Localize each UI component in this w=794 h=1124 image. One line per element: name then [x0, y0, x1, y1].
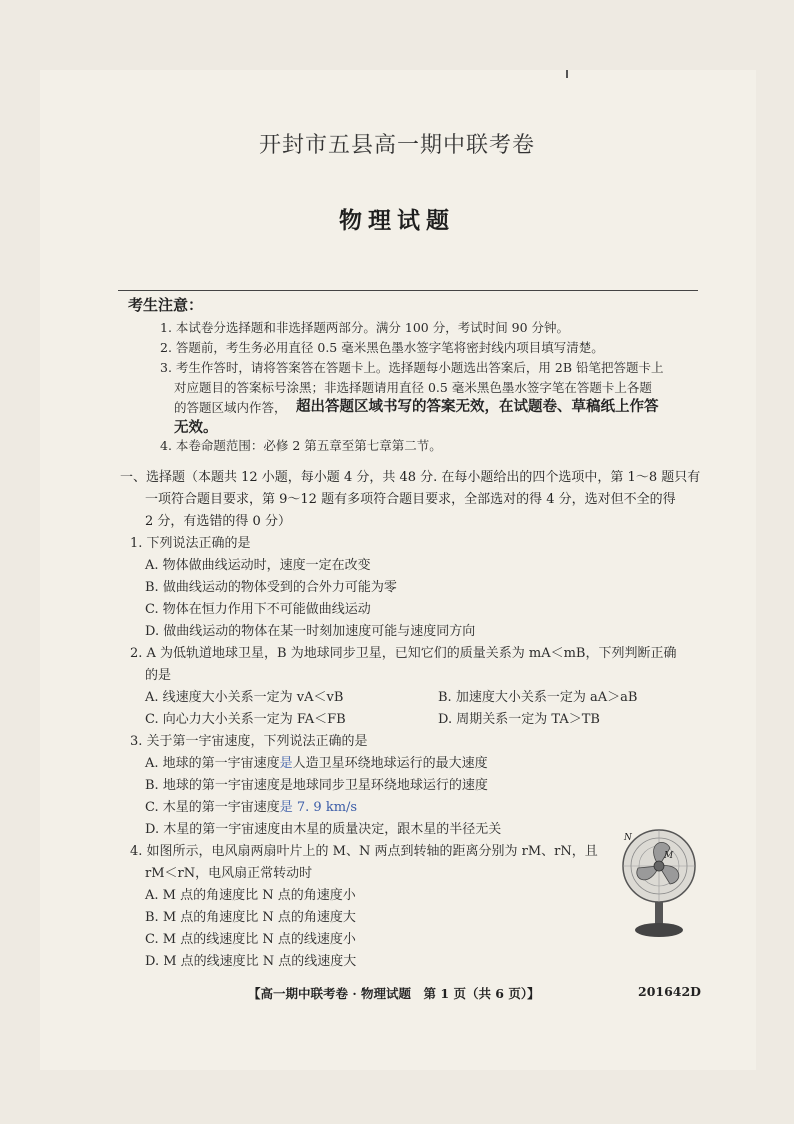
q3-option-d: D. 木星的第一宇宙速度由木星的质量决定，跟木星的半径无关	[145, 822, 502, 837]
q2-option-b: B. 加速度大小关系一定为 aA＞aB	[438, 690, 638, 705]
notice-heading: 考生注意：	[128, 296, 204, 314]
q3-a-post: 人造卫星环绕地球运行的最大速度	[292, 756, 488, 771]
notice-item-1: 1. 本试卷分选择题和非选择题两部分。满分 100 分，考试时间 90 分钟。	[160, 320, 570, 335]
q1-stem: 1. 下列说法正确的是	[130, 536, 251, 551]
notice-item-3-cont: 对应题目的答案标号涂黑；非选择题请用直径 0.5 毫米黑色墨水签字笔在答题卡上各题	[174, 380, 652, 395]
subject-title: 物理试题	[339, 207, 455, 234]
fan-hub	[654, 861, 664, 871]
q4-stem: 4. 如图所示，电风扇两扇叶片上的 M、N 两点到转轴的距离分别为 rM、rN，且	[130, 844, 598, 859]
q3-a-pre: A. 地球的第一宇宙速度	[145, 756, 280, 771]
q3-option-a	[145, 752, 488, 771]
header-rule	[118, 290, 698, 291]
q1-option-a: A. 物体做曲线运动时，速度一定在改变	[145, 558, 371, 573]
q3-option-c	[145, 796, 357, 815]
q3-c-mid: 是 7. 9 km/s	[279, 800, 358, 815]
q1-option-d: D. 做曲线运动的物体在某一时刻加速度可能与速度同方向	[145, 624, 476, 639]
notice-item-3-cont2: 的答题区域内作答，	[174, 400, 287, 415]
q1-option-b: B. 做曲线运动的物体受到的合外力可能为零	[145, 580, 397, 595]
section-heading-line-2: 一项符合题目要求，第 9～12 题有多项符合题目要求，全部选对的得 4 分，选对但不全的得	[145, 492, 676, 507]
exam-title: 开封市五县高一期中联考卷	[258, 133, 535, 158]
q2-option-a: A. 线速度大小关系一定为 vA＜vB	[145, 690, 344, 705]
q2-stem: 2. A 为低轨道地球卫星，B 为地球同步卫星，已知它们的质量关系为 mA＜mB，下列判断正确	[130, 646, 677, 661]
fan-stand	[655, 902, 663, 926]
electric-fan-figure	[614, 826, 704, 942]
q1-option-c: C. 物体在恒力作用下不可能做曲线运动	[145, 602, 371, 617]
q3-stem: 3. 关于第一宇宙速度，下列说法正确的是	[130, 734, 368, 749]
notice-item-3: 3. 考生作答时，请将答案答在答题卡上。选择题每小题选出答案后，用 2B 铅笔把答题卡上	[160, 360, 664, 375]
notice-emphasis: 超出答题区域书写的答案无效，在试题卷、草稿纸上作答	[296, 398, 659, 415]
section-heading-line-3: 2 分，有选错的得 0 分）	[145, 514, 291, 529]
fan-label-m: M	[664, 851, 674, 861]
fan-base	[635, 923, 683, 937]
page-footer-code: 201642D	[638, 984, 702, 999]
q3-c-pre: C. 木星的第一宇宙速度	[145, 800, 280, 815]
section-heading-line-1: 一、选择题（本题共 12 小题，每小题 4 分，共 48 分. 在每小题给出的四个选项中，第 1～8 题只有	[120, 470, 701, 485]
q2-option-d: D. 周期关系一定为 TA＞TB	[438, 712, 600, 727]
page-footer-label: 【高一期中联考卷 · 物理试题 第 1 页（共 6 页）】	[248, 986, 540, 1001]
q3-a-mid: 是	[279, 756, 293, 771]
q4-option-b: B. M 点的角速度比 N 点的角速度大	[145, 910, 356, 925]
q2-stem-cont: 的是	[145, 668, 172, 683]
scan-speck	[566, 70, 568, 78]
notice-emphasis-end: 无效。	[174, 419, 218, 436]
q4-option-d: D. M 点的线速度比 N 点的线速度大	[145, 954, 357, 969]
notice-item-4: 4. 本卷命题范围：必修 2 第五章至第七章第二节。	[160, 438, 442, 453]
q4-option-a: A. M 点的角速度比 N 点的角速度小	[145, 888, 356, 903]
fan-label-n: N	[624, 833, 632, 843]
q4-option-c: C. M 点的线速度比 N 点的线速度小	[145, 932, 356, 947]
q3-option-b: B. 地球的第一宇宙速度是地球同步卫星环绕地球运行的速度	[145, 778, 488, 793]
notice-item-2: 2. 答题前，考生务必用直径 0.5 毫米黑色墨水签字笔将密封线内项目填写清楚。	[160, 340, 604, 355]
q2-option-c: C. 向心力大小关系一定为 FA＜FB	[145, 712, 346, 727]
q4-stem-cont: rM＜rN，电风扇正常转动时	[145, 866, 313, 881]
